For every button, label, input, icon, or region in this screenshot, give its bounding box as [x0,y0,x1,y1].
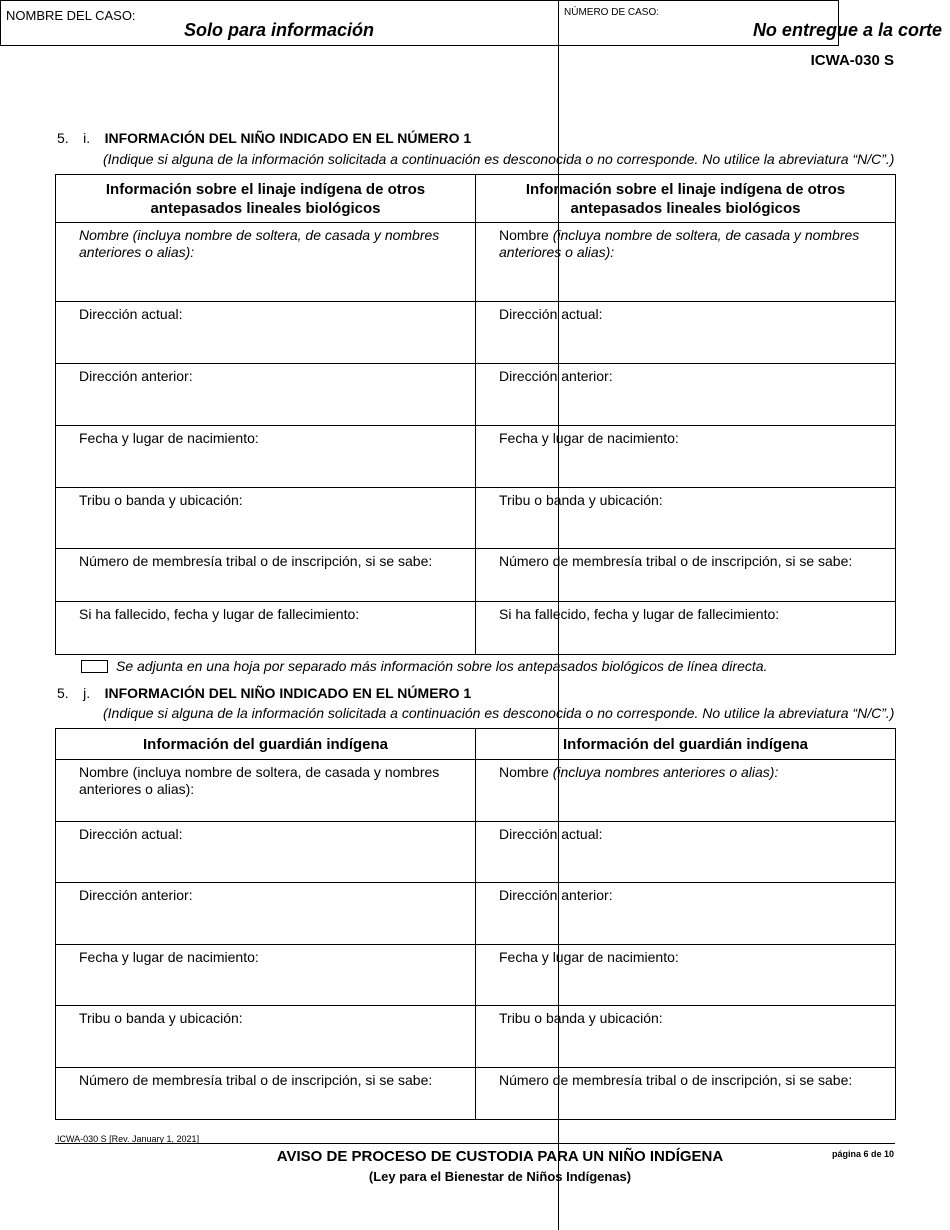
table-row [56,426,896,488]
footer-subtitle: (Ley para el Bienestar de Niños Indígenas) [368,1169,632,1184]
name-hint: (incluya nombres anteriores o alias): [552,764,779,780]
table-row [56,1068,896,1120]
birth-date-place-right[interactable]: Fecha y lugar de nacimiento: [476,426,896,488]
section-i-number: 5. [57,130,69,146]
name-field-right[interactable] [476,223,896,302]
tribe-location-right[interactable]: Tribu o banda y ubicación: [476,1006,896,1068]
name-label: Nombre [499,764,553,780]
table-row [56,488,896,549]
column-header-right: Información sobre el linaje indígena de otros antepasados lineales biológicos [476,175,896,223]
form-id: ICWA-030 S [810,52,894,69]
section-i-heading [57,130,471,148]
death-date-place-left[interactable]: Si ha fallecido, fecha y lugar de fallecimiento: [56,602,476,655]
section-j-number: 5. [57,685,69,701]
previous-address-left[interactable]: Dirección anterior: [56,883,476,945]
table-row [56,549,896,602]
name-label: Nombre [499,227,553,243]
case-name-value: Solo para información [184,20,375,40]
page-number: página 6 de 10 [831,1149,894,1159]
current-address-left[interactable]: Dirección actual: [56,302,476,364]
section-j-table [55,728,896,1120]
case-name-label: NOMBRE DEL CASO: [6,8,136,23]
column-header-right: Información del guardián indígena [476,729,896,760]
tribe-location-right[interactable]: Tribu o banda y ubicación: [476,488,896,549]
table-row [56,1006,896,1068]
case-number-value: No entregue a la corte [752,20,942,40]
table-row [56,945,896,1006]
current-address-right[interactable]: Dirección actual: [476,302,896,364]
attachment-checkbox[interactable] [81,660,108,673]
table-row [56,822,896,883]
table-row [56,302,896,364]
table-row [56,602,896,655]
death-date-place-right[interactable]: Si ha fallecido, fecha y lugar de fallecimiento: [476,602,896,655]
case-number-label: NÚMERO DE CASO: [564,7,660,18]
table-row [56,364,896,426]
birth-date-place-right[interactable]: Fecha y lugar de nacimiento: [476,945,896,1006]
table-header-row [56,175,896,223]
name-field-right[interactable] [476,760,896,822]
previous-address-right[interactable]: Dirección anterior: [476,364,896,426]
case-header-box [0,0,942,46]
membership-number-right[interactable]: Número de membresía tribal o de inscripción, si se sabe: [476,1068,896,1120]
section-i-note: (Indique si alguna de la información solicitada a continuación es desconocida o no corresponde. No utilice la abreviatura “N/C”.) [103,151,895,167]
table-header-row [56,729,896,760]
footer-divider [55,1143,895,1144]
section-i-letter: i. [83,130,91,146]
current-address-left[interactable]: Dirección actual: [56,822,476,883]
section-j-heading [57,685,471,703]
tribe-location-left[interactable]: Tribu o banda y ubicación: [56,1006,476,1068]
section-i-title: INFORMACIÓN DEL NIÑO INDICADO EN EL NÚMERO 1 [104,130,472,146]
membership-number-right[interactable]: Número de membresía tribal o de inscripción, si se sabe: [476,549,896,602]
section-j-title: INFORMACIÓN DEL NIÑO INDICADO EN EL NÚMERO 1 [104,685,472,701]
previous-address-right[interactable]: Dirección anterior: [476,883,896,945]
attachment-text: Se adjunta en una hoja por separado más información sobre los antepasados biológicos de línea directa. [116,658,768,674]
tribe-location-left[interactable]: Tribu o banda y ubicación: [56,488,476,549]
name-field-left[interactable]: Nombre (incluya nombre de soltera, de casada y nombres anteriores o alias): [56,760,476,822]
section-j-note: (Indique si alguna de la información solicitada a continuación es desconocida o no corresponde. No utilice la abreviatura “N/C”.) [103,705,895,721]
footer-title: AVISO DE PROCESO DE CUSTODIA PARA UN NIÑO INDÍGENA [276,1148,724,1165]
birth-date-place-left[interactable]: Fecha y lugar de nacimiento: [56,426,476,488]
section-j-letter: j. [83,685,91,701]
table-row [56,760,896,822]
column-header-left: Información del guardián indígena [56,729,476,760]
section-i-table [55,174,896,655]
name-hint: (incluya nombre de soltera, de casada y nombres anteriores o alias): [499,227,860,260]
table-row [56,883,896,945]
name-field-left[interactable]: Nombre (incluya nombre de soltera, de casada y nombres anteriores o alias): [56,223,476,302]
birth-date-place-left[interactable]: Fecha y lugar de nacimiento: [56,945,476,1006]
footer-revision: ICWA-030 S [Rev. January 1, 2021] [57,1134,200,1144]
table-row [56,223,896,302]
membership-number-left[interactable]: Número de membresía tribal o de inscripción, si se sabe: [56,549,476,602]
previous-address-left[interactable]: Dirección anterior: [56,364,476,426]
membership-number-left[interactable]: Número de membresía tribal o de inscripción, si se sabe: [56,1068,476,1120]
column-header-left: Información sobre el linaje indígena de otros antepasados lineales biológicos [56,175,476,223]
current-address-right[interactable]: Dirección actual: [476,822,896,883]
